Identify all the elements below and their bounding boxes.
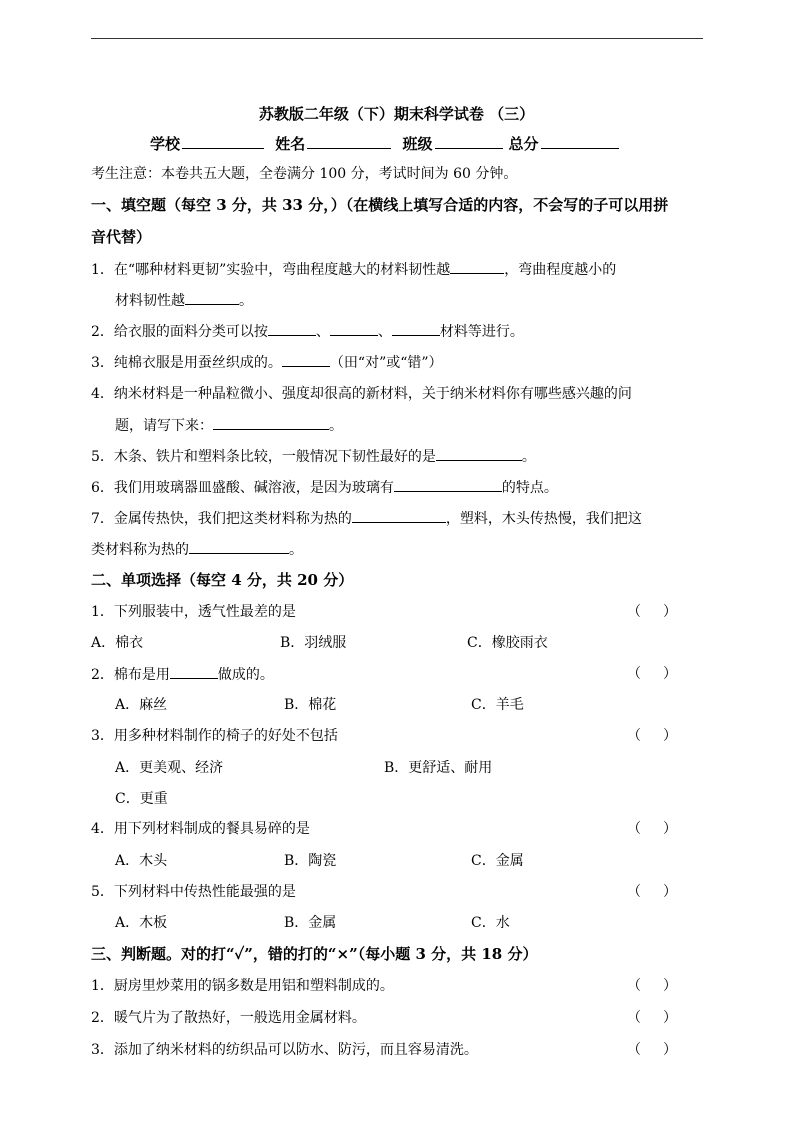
- q1-6-text: 6．我们用玻璃器皿盛酸、碱溶液，是因为玻璃有: [91, 480, 394, 496]
- class-field[interactable]: [435, 134, 503, 149]
- q2-5-option-c[interactable]: C．水: [471, 915, 510, 931]
- q1-1-text: 1．在“哪种材料更韧”实验中，弯曲程度越大的材料韧性越: [91, 262, 451, 278]
- q1-7-cont: [91, 539, 303, 560]
- q2-3-answer[interactable]: [627, 726, 677, 746]
- name-label: 姓名: [275, 135, 306, 153]
- paren-close: ）: [663, 978, 677, 994]
- q2-5: 5．下列材料中传热性能最强的是: [91, 884, 296, 900]
- q3-3-answer[interactable]: [627, 1040, 677, 1060]
- q1-7-text: 7．金属传热快，我们把这类材料称为热的: [91, 511, 352, 527]
- q2-4-answer[interactable]: [627, 819, 677, 839]
- q2-2-option-b[interactable]: B．棉花: [284, 697, 337, 713]
- q3-1-answer[interactable]: [627, 976, 677, 996]
- q1-7-text-2: ，塑料，木头传热慢，我们把这: [445, 511, 642, 527]
- paren-close: ）: [663, 821, 677, 837]
- q2-2-answer[interactable]: [627, 664, 677, 684]
- q1-5-blank[interactable]: [436, 446, 522, 461]
- q1-7-blank-1[interactable]: [352, 508, 446, 523]
- paren-open: （: [627, 1042, 641, 1058]
- q1-4: 4．纳米材料是一种晶粒微小、强度却很高的新材料，关于纳米材料你有哪些感兴趣的问: [91, 386, 632, 402]
- q1-5-text-2: 。: [521, 449, 536, 465]
- paren-open: （: [627, 666, 641, 682]
- q1-4-text-3: 。: [329, 418, 343, 434]
- q2-2-blank[interactable]: [170, 664, 218, 679]
- q2-2-option-a[interactable]: A．麻丝: [115, 697, 168, 713]
- school-label: 学校: [150, 135, 181, 153]
- q2-4: 4．用下列材料制成的餐具易碎的是: [91, 821, 310, 837]
- q2-4-option-b[interactable]: B．陶瓷: [284, 853, 337, 869]
- paren-open: （: [627, 978, 641, 994]
- q1-1-cont: [115, 290, 253, 311]
- total-label: 总分: [508, 135, 539, 153]
- exam-title: 苏教版二年级（下）期末科学试卷 （三）: [258, 105, 535, 123]
- q2-5-option-a[interactable]: A．木板: [115, 915, 168, 931]
- paren-open: （: [627, 728, 641, 744]
- q1-3-blank[interactable]: [282, 352, 330, 367]
- student-info-row: [150, 134, 625, 154]
- q2-3: 3．用多种材料制作的椅子的好处不包括: [91, 728, 338, 744]
- q2-1-option-c[interactable]: C．橡胶雨衣: [467, 635, 548, 651]
- q2-3-option-c[interactable]: C．更重: [115, 791, 168, 807]
- q3-3: 3．添加了纳米材料的纺织品可以防水、防污，而且容易清洗。: [91, 1042, 478, 1058]
- q1-6-blank[interactable]: [394, 477, 502, 492]
- q2-2-text: 2．棉布是用: [91, 667, 170, 683]
- school-field[interactable]: [182, 134, 264, 149]
- q2-2-option-c[interactable]: C．羊毛: [471, 697, 524, 713]
- paren-open: （: [627, 1010, 641, 1026]
- q1-2-text: 2．给衣服的面料分类可以按: [91, 324, 268, 340]
- header-rule: [91, 38, 703, 39]
- q1-3-text: 3．纯棉衣服是用蚕丝织成的。: [91, 355, 282, 371]
- section2-heading: 二、单项选择（每空 4 分，共 20 分）: [91, 571, 354, 589]
- section3-heading: 三、判断题。对的打“✓”，错的打的“×”（每小题 3 分，共 18 分）: [91, 945, 538, 963]
- q1-4-cont: [115, 415, 343, 436]
- q1-4-blank[interactable]: [213, 415, 329, 430]
- q1-4-text-2: 题，请写下来：: [115, 418, 213, 434]
- q1-5: [91, 446, 536, 467]
- q3-2-answer[interactable]: [627, 1008, 677, 1028]
- paren-close: ）: [663, 666, 677, 682]
- q1-1-text-2: ，弯曲程度越小的: [504, 262, 617, 278]
- q2-3-option-a[interactable]: A．更美观、经济: [115, 760, 224, 776]
- q2-5-answer[interactable]: [627, 882, 677, 902]
- q1-7-blank-2[interactable]: [189, 539, 289, 554]
- q1-1-text-4: 。: [239, 293, 253, 309]
- q2-2-text-2: 做成的。: [217, 667, 274, 683]
- q3-2: 2．暖气片为了散热好，一般选用金属材料。: [91, 1010, 366, 1026]
- q2-2: [91, 664, 274, 685]
- paren-open: （: [627, 604, 641, 620]
- q1-6: [91, 477, 558, 498]
- q2-1: 1．下列服装中，透气性最差的是: [91, 604, 296, 620]
- paren-open: （: [627, 821, 641, 837]
- q3-1: 1．厨房里炒菜用的锅多数是用铝和塑料制成的。: [91, 978, 394, 994]
- section1-heading: 一、填空题（每空 3 分，共 33 分，）（在横线上填写合适的内容，不会写的子可以用拼: [91, 196, 669, 214]
- paren-close: ）: [663, 1042, 677, 1058]
- q1-2-blank-3[interactable]: [392, 321, 440, 336]
- q1-2: [91, 321, 524, 342]
- q1-1-blank-2[interactable]: [185, 290, 239, 305]
- name-field[interactable]: [307, 134, 391, 149]
- q1-1: [91, 259, 616, 280]
- paren-close: ）: [663, 604, 677, 620]
- q2-5-option-b[interactable]: B．金属: [284, 915, 337, 931]
- section1-heading-cont: 音代替）: [91, 228, 152, 246]
- class-label: 班级: [402, 135, 433, 153]
- q1-1-blank-1[interactable]: [450, 259, 504, 274]
- paren-close: ）: [663, 728, 677, 744]
- q2-3-option-b[interactable]: B．更舒适、耐用: [384, 760, 493, 776]
- q1-7: [91, 508, 642, 529]
- q1-3-text-2: （田“对”或“错”）: [329, 355, 443, 371]
- q1-3: [91, 352, 443, 373]
- q2-4-option-a[interactable]: A．木头: [115, 853, 168, 869]
- q1-7-text-4: 。: [289, 542, 303, 558]
- q1-1-text-3: 材料韧性越: [115, 293, 185, 309]
- q1-2-sep-1: 、: [315, 324, 330, 340]
- q1-5-text: 5．木条、铁片和塑料条比较，一般情况下韧性最好的是: [91, 449, 436, 465]
- paren-open: （: [627, 884, 641, 900]
- paren-close: ）: [663, 1010, 677, 1026]
- q2-4-option-c[interactable]: C．金属: [471, 853, 524, 869]
- paren-close: ）: [663, 884, 677, 900]
- q1-2-text-2: 材料等进行。: [439, 324, 524, 340]
- total-score-field[interactable]: [541, 134, 619, 149]
- exam-notice: 考生注意：本卷共五大题，全卷满分 100 分，考试时间为 60 分钟。: [91, 166, 518, 182]
- q2-1-option-a[interactable]: A．棉衣: [91, 635, 144, 651]
- q2-1-answer[interactable]: [627, 602, 677, 622]
- q1-7-text-3: 类材料称为热的: [91, 542, 189, 558]
- q2-1-option-b[interactable]: B．羽绒服: [280, 635, 347, 651]
- q1-2-blank-2[interactable]: [330, 321, 378, 336]
- q1-2-sep-2: 、: [377, 324, 392, 340]
- q1-6-text-2: 的特点。: [501, 480, 558, 496]
- q1-2-blank-1[interactable]: [268, 321, 316, 336]
